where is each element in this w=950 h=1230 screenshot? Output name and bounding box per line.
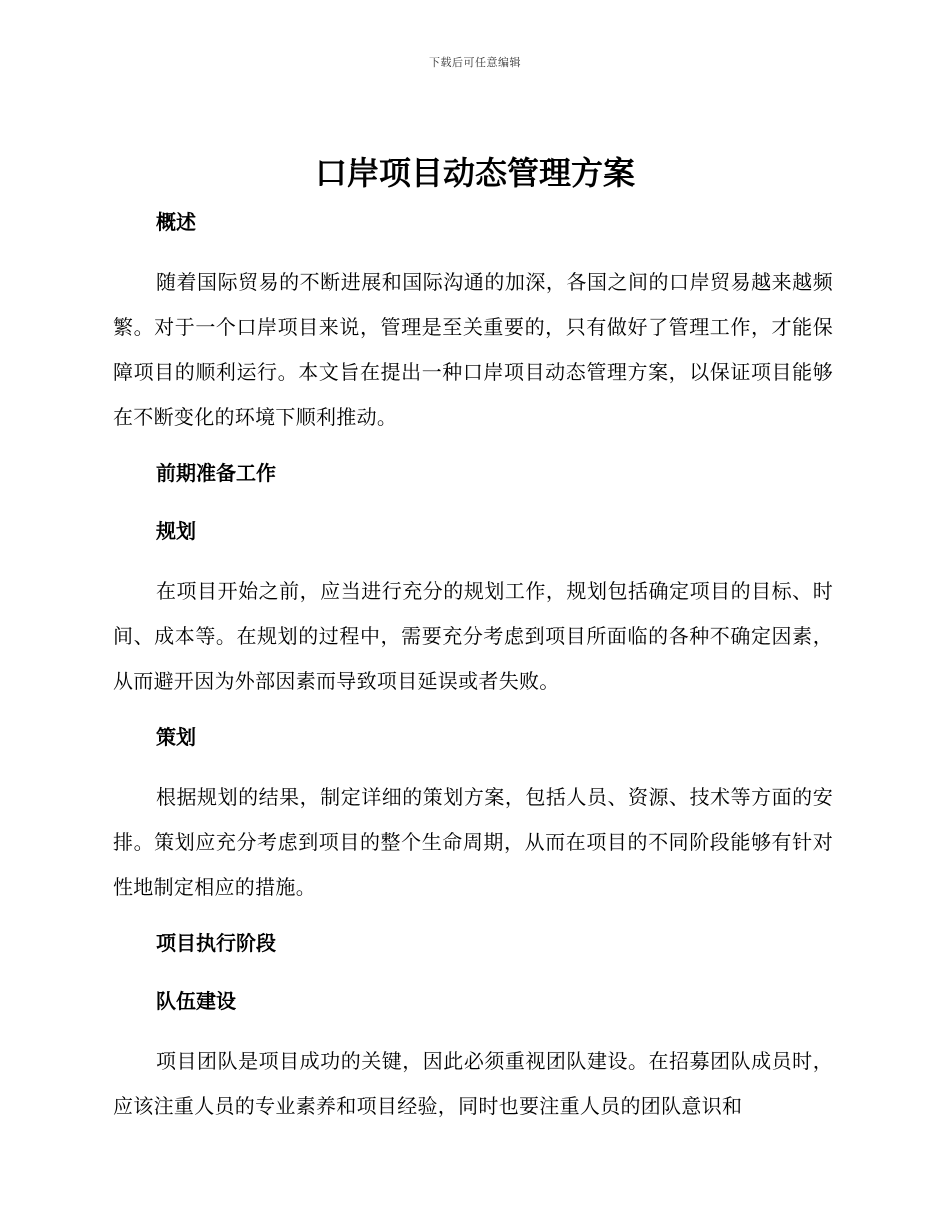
header-note: 下载后可任意编辑: [429, 56, 521, 69]
paragraph-overview: 随着国际贸易的不断进展和国际沟通的加深，各国之间的口岸贸易越来越频繁。对于一个口岸项目来说，管理是至关重要的，只有做好了管理工作，才能保障项目的顺利运行。本文旨在提出一种口岸项目动态管理方案，以保证项目能够在不断变化的环境下顺利推动。: [113, 270, 833, 429]
section-heading-overview: 概述: [156, 210, 196, 234]
section-heading-scheming: 策划: [156, 725, 196, 749]
document-title: 口岸项目动态管理方案: [314, 154, 635, 192]
section-heading-execution: 项目执行阶段: [156, 931, 276, 955]
section-heading-team: 队伍建设: [156, 989, 236, 1013]
document-body: [113, 202, 833, 1129]
paragraph-team: 项目团队是项目成功的关键，因此必须重视团队建设。在招募团队成员时，应该注重人员的专业素养和项目经验，同时也要注重人员的团队意识和: [113, 1049, 833, 1118]
section-heading-planning: 规划: [156, 519, 196, 543]
paragraph-scheming: 根据规划的结果，制定详细的策划方案，包括人员、资源、技术等方面的安排。策划应充分考虑到项目的整个生命周期，从而在项目的不同阶段能够有针对性地制定相应的措施。: [113, 785, 833, 899]
section-heading-prep: 前期准备工作: [156, 461, 276, 485]
paragraph-planning: 在项目开始之前，应当进行充分的规划工作，规划包括确定项目的目标、时间、成本等。在规划的过程中，需要充分考虑到项目所面临的各种不确定因素，从而避开因为外部因素而导致项目延误或者失败。: [113, 579, 833, 693]
